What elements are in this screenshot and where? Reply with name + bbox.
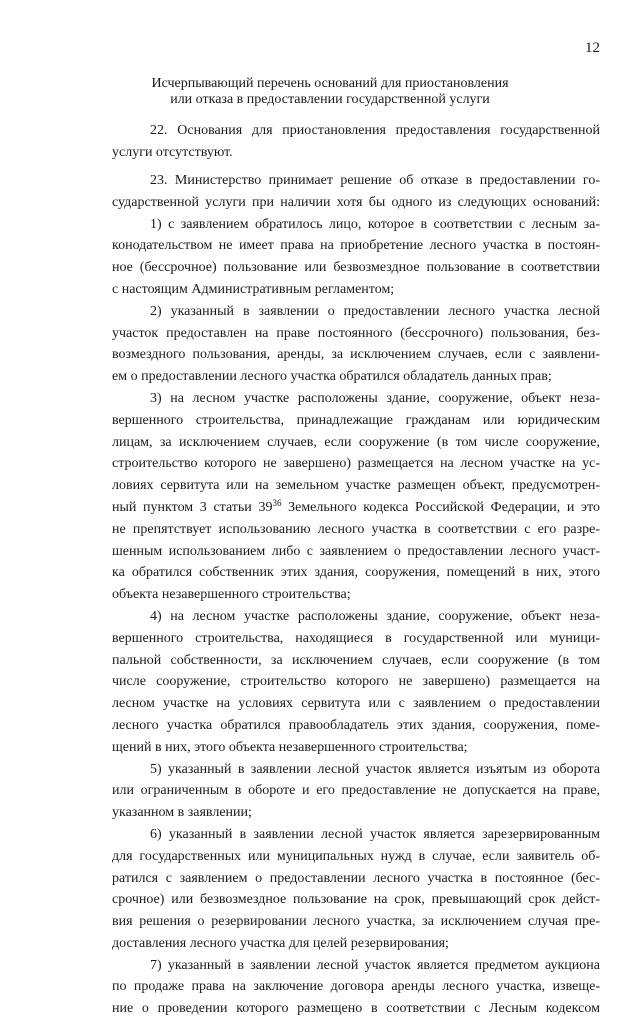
text-line: вершенного строительства, находящиеся в государственной или муници- [112,630,600,646]
superscript: 36 [272,497,282,508]
text-line: 22. Основания для приостановления предоставления государственной [150,123,600,138]
text-line: услуги отсутствуют. [112,144,233,160]
text-line: 4) на лесном участке расположены здание, сооружение, объект неза- [150,608,600,624]
text-line: для государственных или муниципальных нужд в случае, если заявитель об- [112,848,600,864]
text-line: с настоящим Административным регламентом; [112,281,395,297]
text-line: числе сооружение, строительство которого не завершено) размещается на [112,674,600,690]
text-line: лицам, за исключением случаев, если сооружение (в том числе сооружение, [112,434,600,450]
text-line: шенным использованием либо с заявлением о предоставлении лесного участ- [112,543,600,559]
text-line: 5) указанный в заявлении лесной участок является изъятым из оборота [150,761,600,777]
heading-line-2: или отказа в предоставлении государственной услуги [170,92,490,107]
text-line: ем о предоставлении лесного участка обратился обладатель данных прав; [112,369,552,385]
text-line: ние о проведении которого размещено в соответствии с Лесным кодексом [112,1001,600,1017]
text-line: 23. Министерство принимает решение об отказе в предоставлении го- [150,173,600,188]
text-fragment: Земельного кодекса Российской Федерации, и это [281,499,600,515]
text-line: по продаже права на заключение договора аренды лесного участка, извеще- [112,979,600,995]
text-line: доставления лесного участка для целей резервирования; [112,935,449,951]
paragraph-23 [112,170,600,1020]
text-line: 2) указанный в заявлении о предоставлении лесного участка лесной [150,303,600,319]
text-line: не препятствует использованию лесного участка в соответствии с его разре- [112,521,600,537]
text-line: ка обратился собственник этих здания, сооружения, помещений в них, этого [112,565,600,581]
page-number: 12 [585,40,600,56]
text-line: лесном участке на условиях сервитута или с заявлением о предоставлении [112,696,600,712]
text-line: щений в них, этого объекта незавершенного строительства; [112,739,468,755]
text-line: 6) указанный в заявлении лесной участок является зарезервированным [150,826,600,842]
text-line: пальной собственности, за исключением случаев, если сооружение (в том [112,652,600,668]
text-line: указанном в заявлении; [112,805,252,821]
text-line: срочное) или безвозмездное пользование на срок, превышающий срок дейст- [112,892,600,908]
text-line: 3) на лесном участке расположены здание, сооружение, объект неза- [150,390,600,406]
text-line: конодательством не имеет права на приобретение лесного участка в постоян- [112,238,600,254]
text-line [112,497,600,519]
text-line: объекта незавершенного строительства; [112,587,351,603]
text-line: участок предоставлен на праве постоянного (бессрочного) пользования, без- [112,325,600,341]
text-fragment: ный пунктом 3 статьи 39 [112,499,273,515]
text-line: вия решения о резервировании лесного участка, за исключением случая пре- [112,914,600,930]
text-line: возмездного пользования, аренды, за исключением случаев, если с заявлени- [112,347,600,363]
text-line: строительство которого не завершено) размещается на лесном участке на ус- [112,456,600,472]
text-line: сударственной услуги при наличии хотя бы одного из следующих оснований: [112,194,600,210]
text-line: ное (бессрочное) пользование или безвозмездное пользование в соответствии [112,260,600,276]
text-line: 1) с заявлением обратилось лицо, которое в соответствии с лесным за- [150,216,600,232]
heading-line-1: Исчерпывающий перечень оснований для приостановления [151,76,509,91]
text-line: ратился с заявлением о предоставлении лесного участка в постоянное (бес- [112,870,600,886]
text-line: или ограниченным в обороте и его предоставление не допускается на праве, [112,783,600,799]
section-heading [100,76,560,108]
text-line: лесного участка обратился правообладатель этих здания, сооружения, поме- [112,717,600,733]
text-line: вершенного строительства, принадлежащие гражданам или юридическим [112,412,600,428]
text-line: 7) указанный в заявлении лесной участок является предметом аукциона [150,957,600,973]
paragraph-22 [112,120,600,164]
text-line: ловиях сервитута или на земельном участке размещен объект, предусмотрен- [112,478,600,494]
